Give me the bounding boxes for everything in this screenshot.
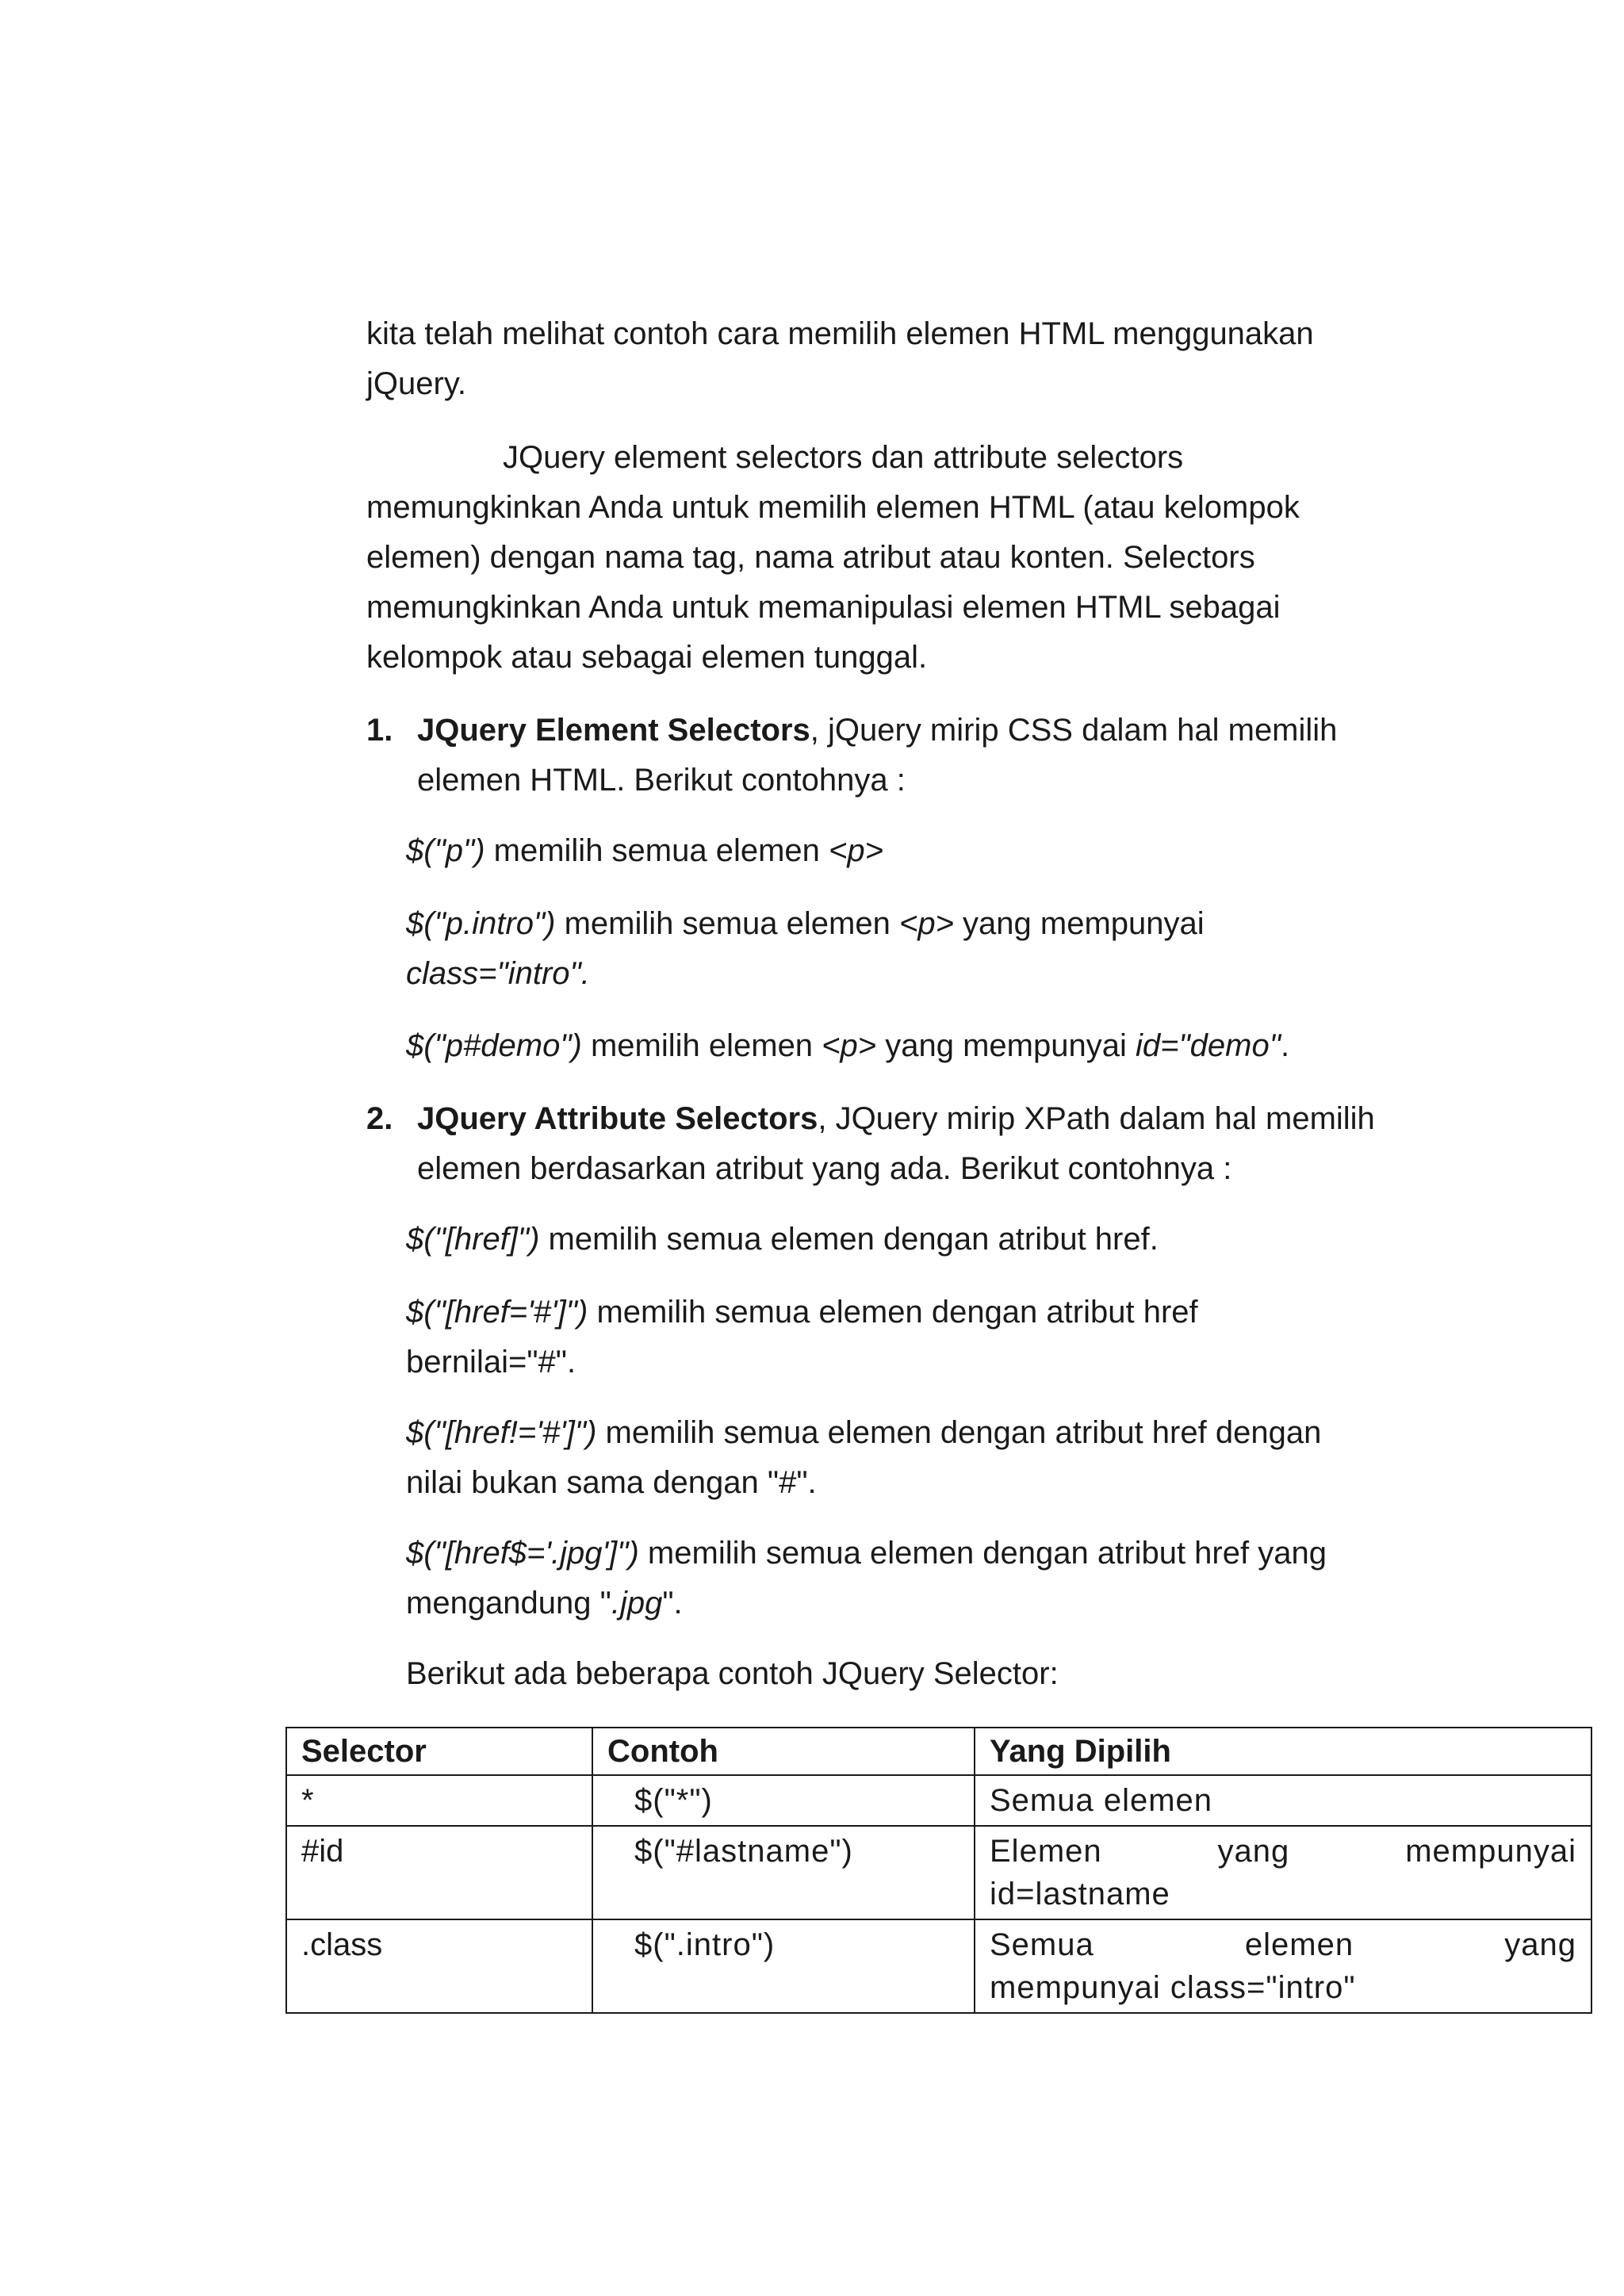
example-text: memilih elemen — [581, 1028, 822, 1063]
example-code: $("[href='#']") — [406, 1295, 588, 1330]
table-caption: Berikut ada beberapa contoh JQuery Selector: — [406, 1656, 1059, 1691]
list-item-title: JQuery Element Selectors — [417, 713, 810, 748]
list-number: 1. — [366, 713, 393, 748]
header-contoh: Contoh — [592, 1728, 975, 1775]
header-selector: Selector — [286, 1728, 592, 1775]
example-text: memilih semua elemen dengan atribut href — [588, 1295, 1198, 1330]
example-href-ends-with-selector — [406, 1529, 1437, 1628]
intro-paragraph-2 — [366, 433, 1397, 683]
example-tag: <p> — [898, 906, 954, 941]
example-line2-code: .jpg — [611, 1586, 663, 1621]
example-text: memilih semua elemen — [485, 833, 829, 868]
cell-contoh: $("*") — [592, 1775, 975, 1826]
list-item-title: JQuery Attribute Selectors — [417, 1101, 818, 1136]
list-item-text: , jQuery mirip CSS dalam hal memilih — [810, 713, 1338, 748]
example-code: $("p") — [406, 833, 485, 868]
example-tail-code: id="demo" — [1135, 1028, 1281, 1063]
example-line2: nilai bukan sama dengan "#". — [406, 1465, 817, 1500]
intro-p2-line3: elemen) dengan nama tag, nama atribut atau konten. Selectors — [366, 540, 1255, 575]
cell-contoh: $("#lastname") — [592, 1826, 975, 1919]
table-row — [286, 1775, 1591, 1826]
cell-dipilih-line1: Semua elemen — [990, 1783, 1213, 1818]
cell-dipilih-line1: Semua elemen yang — [990, 1927, 1576, 1962]
intro-p2-line2: memungkinkan Anda untuk memilih elemen HTML (atau kelompok — [366, 490, 1300, 525]
table-row — [286, 1826, 1591, 1919]
table-row — [286, 1919, 1591, 2013]
example-tail: yang mempunyai — [876, 1028, 1136, 1063]
example-code: $("[href$='.jpg']") — [406, 1536, 639, 1571]
example-line2-post: ". — [662, 1586, 683, 1621]
table-header-row — [286, 1728, 1591, 1775]
cell-dipilih-line2: id=lastname — [990, 1877, 1170, 1911]
selector-table — [285, 1727, 1592, 2014]
example-code: $("p#demo") — [406, 1028, 582, 1063]
example-line2-pre: mengandung " — [406, 1586, 611, 1621]
example-href-selector — [406, 1215, 1437, 1265]
example-tail: yang mempunyai — [953, 906, 1205, 941]
example-line2: class="intro". — [406, 956, 590, 991]
list-number: 2. — [366, 1101, 393, 1136]
cell-selector: .class — [286, 1919, 592, 2013]
cell-dipilih — [975, 1919, 1591, 2013]
example-code: $("p.intro") — [406, 906, 556, 941]
intro-p2-line1: JQuery element selectors dan attribute selectors — [503, 440, 1184, 475]
intro-paragraph-1 — [366, 309, 1397, 409]
list-item-text-line2: elemen berdasarkan atribut yang ada. Berikut contohnya : — [417, 1151, 1232, 1186]
example-tag: <p> — [829, 833, 883, 868]
example-text: memilih semua elemen — [555, 906, 899, 941]
example-p-demo-selector — [406, 1021, 1437, 1071]
intro-p2-line4: memungkinkan Anda untuk memanipulasi elemen HTML sebagai — [366, 590, 1281, 625]
intro-p2-line5: kelompok atau sebagai elemen tunggal. — [366, 640, 928, 675]
example-text: memilih semua elemen dengan atribut href dengan — [596, 1415, 1322, 1450]
cell-dipilih — [975, 1775, 1591, 1826]
list-item-attribute-selectors — [366, 1094, 1397, 1194]
list-item-element-selectors — [366, 706, 1397, 806]
example-line2: bernilai="#". — [406, 1345, 576, 1380]
intro-p1-line2: jQuery. — [366, 366, 466, 401]
example-code: $("[href]") — [406, 1222, 540, 1257]
example-p-intro-selector — [406, 899, 1437, 999]
cell-dipilih — [975, 1826, 1591, 1919]
example-text: memilih semua elemen dengan atribut href yang — [638, 1536, 1327, 1571]
example-tag: <p> — [822, 1028, 877, 1063]
list-item-text-line2: elemen HTML. Berikut contohnya : — [417, 763, 906, 798]
cell-dipilih-line2: mempunyai class="intro" — [990, 1970, 1356, 2005]
header-yang-dipilih: Yang Dipilih — [975, 1728, 1591, 1775]
list-item-text: , JQuery mirip XPath dalam hal memilih — [818, 1101, 1375, 1136]
cell-selector: * — [286, 1775, 592, 1826]
cell-selector: #id — [286, 1826, 592, 1919]
intro-p1-line1: kita telah melihat contoh cara memilih elemen HTML menggunakan — [366, 316, 1314, 351]
example-href-not-equals-selector — [406, 1408, 1437, 1508]
example-tail-end: . — [1280, 1028, 1290, 1063]
cell-contoh: $(".intro") — [592, 1919, 975, 2013]
example-p-selector — [406, 826, 1437, 876]
example-text: memilih semua elemen dengan atribut href. — [539, 1222, 1159, 1257]
cell-dipilih-line1: Elemen yang mempunyai — [990, 1834, 1576, 1869]
example-href-equals-selector — [406, 1288, 1437, 1387]
example-code: $("[href!='#']") — [406, 1415, 597, 1450]
